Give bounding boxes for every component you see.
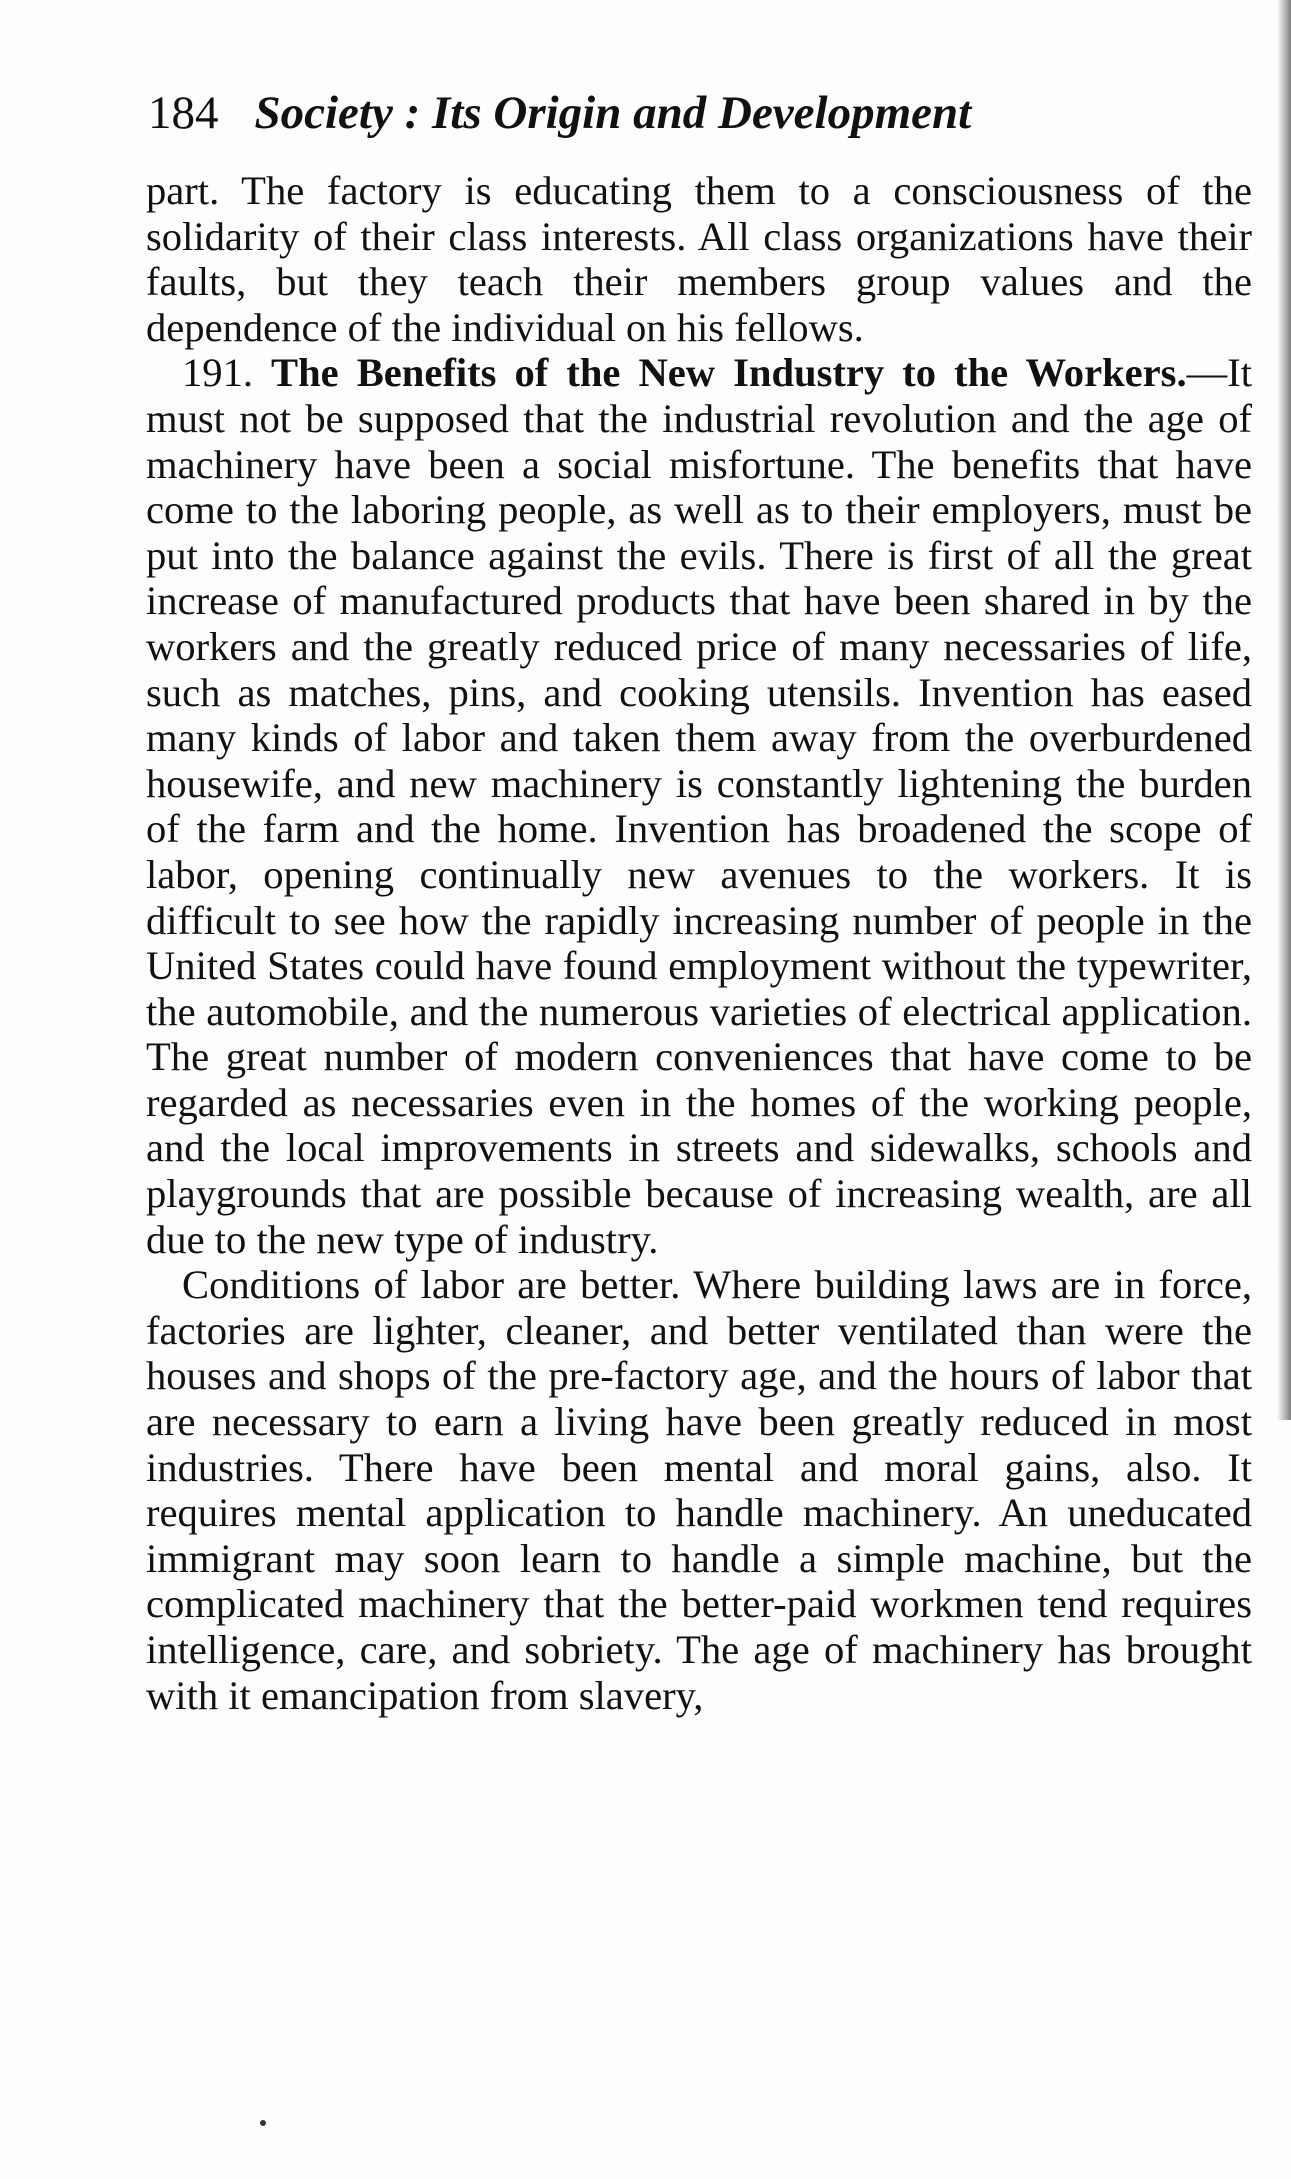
- book-title: Society : Its Origin and Development: [254, 87, 972, 139]
- page-number: 184: [148, 87, 219, 139]
- section-title: The Benefits of the New Industry to the Workers.: [271, 350, 1187, 396]
- paragraph-continued: part. The factory is educating them to a consciousness of the solidarity of their class interests. All class organizations have their faults, but they teach their members group values and the dependence of the individual on his fellows.: [146, 168, 1252, 350]
- page-spine-shadow: [1277, 0, 1291, 1420]
- section-number: 191.: [182, 350, 254, 396]
- body-text: [146, 168, 1252, 1718]
- running-head: [148, 78, 1248, 148]
- section-paragraph: [146, 350, 1252, 1262]
- stray-ink-mark: [260, 2120, 266, 2126]
- section-text: —It must not be supposed that the industrial revolution and the age of machinery have been a social misfortune. The benefits that have come to the laboring people, as well as to their employers, must be put into the balance against the evils. There is first of all the great increase of manufactured products that have been shared in by the workers and the greatly reduced price of many necessaries of life, such as matches, pins, and cooking utensils. Invention has eased many kinds of labor and taken them away from the overburdened housewife, and new machinery is constantly lightening the burden of the farm and the home. Invention has broadened the scope of labor, opening continually new avenues to the workers. It is difficult to see how the rapidly increasing number of people in the United States could have found employment without the typewriter, the automobile, and the numerous varieties of electrical application. The great number of modern conveniences that have come to be regarded as necessaries even in the homes of the working people, and the local improvements in streets and sidewalks, schools and playgrounds that are possible because of increasing wealth, are all due to the new type of industry.: [146, 350, 1252, 1262]
- paragraph-conditions-of-labor: Conditions of labor are better. Where building laws are in force, factories are lighter, cleaner, and better ventilated than were the houses and shops of the pre-factory age, and the hours of labor that are necessary to earn a living have been greatly reduced in most industries. There have been mental and moral gains, also. It requires mental application to handle machinery. An uneducated immigrant may soon learn to handle a simple machine, but the complicated machinery that the better-paid workmen tend requires intelligence, care, and sobriety. The age of machinery has brought with it emancipation from slavery,: [146, 1262, 1252, 1718]
